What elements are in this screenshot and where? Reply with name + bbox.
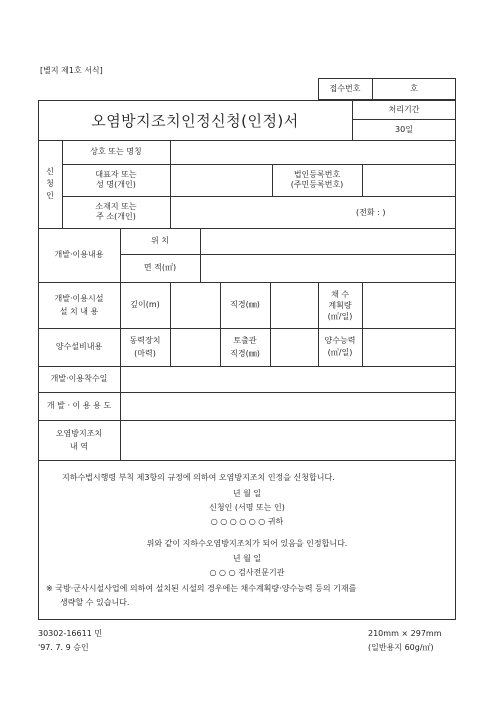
usage-field[interactable] [121, 393, 455, 419]
paper-weight: (일반용지 60g/㎡) [368, 643, 434, 652]
approval-date: '97. 7. 9 승인 [38, 643, 89, 652]
receipt-value: 호 [410, 84, 418, 93]
outlet-field[interactable] [271, 329, 317, 365]
diameter-field[interactable] [271, 283, 317, 327]
depth-label: 깊이(m) [130, 300, 160, 309]
usage-label: 개 발 · 이 용 용 도 [46, 401, 112, 410]
authority: ○ ○ ○ 검사전문기관 [209, 568, 285, 577]
corp-number-field[interactable] [363, 165, 455, 195]
form-code: 30302-16611 민 [38, 629, 103, 638]
location-label: 위 치 [151, 236, 169, 245]
applicant-signature: 신청인 (서명 또는 인) [209, 503, 285, 512]
area-label: 면 적(㎡) [143, 263, 177, 272]
apply-statement: 지하수법시행령 부칙 제3항의 규정에 의하여 오염방지조치 인정을 신청합니다. [62, 473, 335, 482]
representative-field[interactable] [171, 165, 271, 195]
applicant-section-label: 신청인 [46, 167, 54, 200]
diameter-label: 직경(㎜) [230, 300, 260, 309]
form-title: 오염방지조치인정신청(인정)서 [91, 111, 299, 130]
development-label: 개발·이용내용 [54, 250, 104, 259]
corp-number-label: 법인등록번호 (주민등록번호) [290, 170, 344, 189]
capacity-label: 양수능력 (㎥/일) [324, 336, 356, 357]
apply-date: 년 월 일 [232, 489, 262, 498]
receipt-label: 접수번호 [329, 84, 361, 93]
start-date-field[interactable] [121, 367, 455, 391]
form-tag: [별지 제1호 서식] [40, 66, 103, 75]
plan-field[interactable] [363, 283, 455, 327]
outlet-label: 토출관 직경(㎜) [230, 336, 260, 358]
depth-field[interactable] [171, 283, 219, 327]
pumping-label: 양수설비내용 [55, 342, 103, 351]
measure-label: 오염방지조치 내 역 [55, 429, 103, 451]
note-line-2: 생략할 수 있습니다. [60, 598, 130, 607]
start-date-label: 개발·이용착수일 [50, 374, 108, 383]
power-label: 동력장치 (마력) [129, 336, 161, 358]
processing-label: 처리기간 [388, 104, 420, 114]
location-field[interactable] [201, 229, 455, 253]
phone-label: (전화 : ) [356, 208, 386, 217]
addressee: ○ ○ ○ ○ ○ ○ 귀하 [210, 517, 284, 526]
company-label: 상호 또는 명칭 [90, 147, 142, 156]
processing-value: 30일 [395, 124, 413, 134]
power-field[interactable] [171, 329, 219, 365]
representative-label: 대표자 또는 성 명(개인) [95, 170, 137, 189]
approve-statement: 위와 같이 지하수오염방지조치가 되어 있음을 인정합니다. [146, 539, 348, 548]
area-field[interactable] [201, 255, 455, 281]
address-label: 소재지 또는 주 소(개인) [95, 202, 137, 221]
note-line-1: ※ 국방·군사시설사업에 의하여 설치된 시설의 경우에는 채수계획량·양수능력 등의 기재를 [46, 584, 357, 593]
paper-size: 210mm × 297mm [368, 629, 442, 638]
measure-field[interactable] [121, 421, 455, 459]
company-field[interactable] [171, 141, 455, 163]
plan-label: 채 수 계획량 (㎥/일) [327, 289, 353, 321]
capacity-field[interactable] [363, 329, 455, 365]
approve-date: 년 월 일 [232, 554, 262, 563]
address-field[interactable] [171, 197, 351, 227]
facility-label: 개발·이용시설 설 치 내 용 [54, 294, 104, 316]
